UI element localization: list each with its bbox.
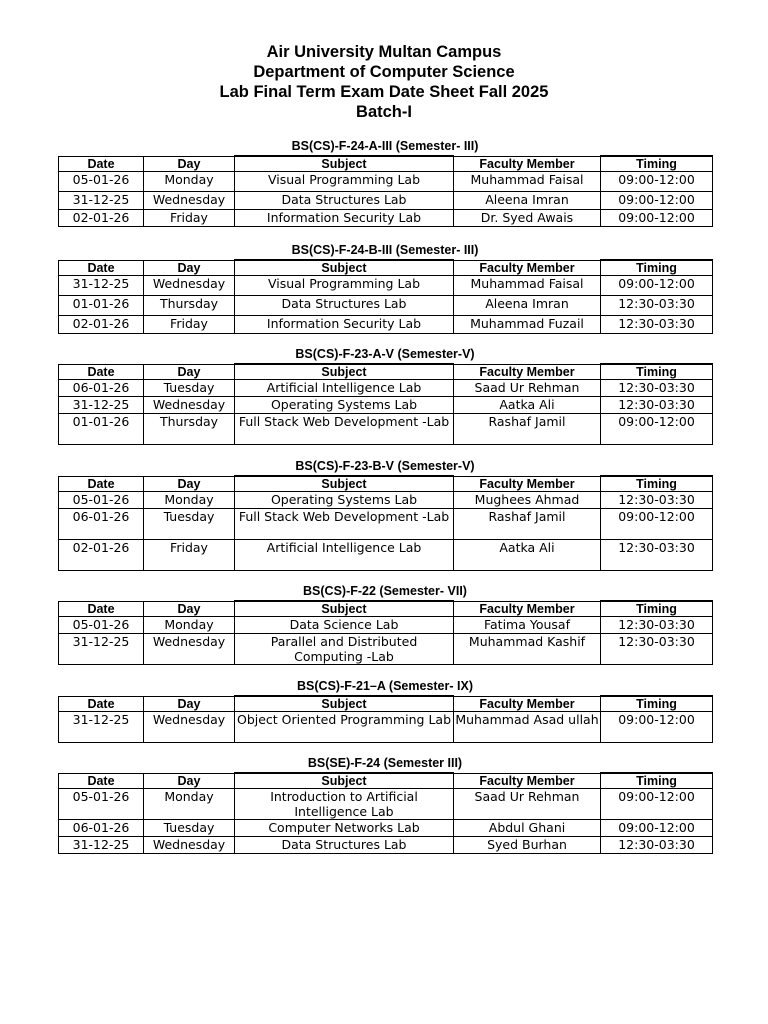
cell-date: 06-01-26 [59,820,144,837]
table-row [59,172,713,192]
cell-subject: Computer Networks Lab [235,820,454,837]
cell-date: 31-12-25 [59,397,144,414]
cell-subject: Data Science Lab [235,617,454,634]
cell-faculty: Muhammad Kashif [454,634,601,665]
section-title: BS(CS)-F-23-A-V (Semester-V) [295,347,475,361]
cell-day: Wednesday [144,634,235,665]
cell-timing: 12:30-03:30 [601,837,713,854]
cell-timing: 09:00-12:00 [601,414,713,445]
cell-day: Tuesday [144,380,235,397]
table-row [59,276,713,296]
cell-date: 05-01-26 [59,617,144,634]
cell-day: Thursday [144,296,235,316]
column-header-subject: Subject [235,364,454,380]
schedule-section [58,756,712,854]
cell-date: 02-01-26 [59,210,144,227]
section-title: BS(CS)-F-24-B-III (Semester- III) [291,243,479,257]
schedule-table [58,695,713,743]
schedule-section [58,243,712,334]
column-header-day: Day [144,156,235,172]
cell-faculty: Dr. Syed Awais [454,210,601,227]
cell-timing: 12:30-03:30 [601,617,713,634]
cell-subject: Information Security Lab [235,316,454,334]
cell-faculty: Aleena Imran [454,192,601,210]
cell-faculty: Muhammad Faisal [454,276,601,296]
batch-label: Batch-I [356,103,412,121]
column-header-day: Day [144,364,235,380]
section-title: BS(CS)-F-23-B-V (Semester-V) [295,459,475,473]
column-header-date: Date [59,156,144,172]
column-header-timing: Timing [601,773,713,789]
column-header-subject: Subject [235,696,454,712]
cell-timing: 09:00-12:00 [601,192,713,210]
cell-date: 31-12-25 [59,276,144,296]
column-header-faculty: Faculty Member [454,364,601,380]
schedule-section [58,584,712,665]
cell-day: Wednesday [144,276,235,296]
table-row [59,380,713,397]
table-row [59,540,713,571]
cell-day: Monday [144,492,235,509]
cell-subject: Introduction to Artificial Intelligence Lab [235,789,454,820]
column-header-day: Day [144,601,235,617]
schedule-table [58,475,713,571]
cell-faculty: Aleena Imran [454,296,601,316]
table-header-row [59,476,713,492]
cell-timing: 12:30-03:30 [601,492,713,509]
cell-faculty: Rashaf Jamil [454,509,601,540]
cell-timing: 12:30-03:30 [601,296,713,316]
schedule-section [58,459,712,571]
section-title: BS(CS)-F-22 (Semester- VII) [303,584,467,598]
table-row [59,634,713,665]
cell-timing: 09:00-12:00 [601,712,713,743]
column-header-faculty: Faculty Member [454,476,601,492]
cell-subject: Visual Programming Lab [235,276,454,296]
section-title: BS(CS)-F-21–A (Semester- IX) [297,679,473,693]
cell-day: Wednesday [144,712,235,743]
table-header-row [59,601,713,617]
cell-subject: Data Structures Lab [235,296,454,316]
cell-subject: Full Stack Web Development -Lab [235,509,454,540]
cell-timing: 09:00-12:00 [601,276,713,296]
document-header [0,42,768,122]
column-header-timing: Timing [601,476,713,492]
table-row [59,414,713,445]
cell-day: Tuesday [144,509,235,540]
table-row [59,210,713,227]
cell-subject: Full Stack Web Development -Lab [235,414,454,445]
column-header-date: Date [59,260,144,276]
table-header-row [59,260,713,276]
table-row [59,509,713,540]
schedule-table [58,363,713,445]
cell-faculty: Muhammad Asad ullah [454,712,601,743]
table-row [59,192,713,210]
cell-day: Friday [144,316,235,334]
cell-day: Monday [144,172,235,192]
cell-subject: Operating Systems Lab [235,492,454,509]
schedule-section [58,347,712,445]
column-header-subject: Subject [235,476,454,492]
cell-day: Wednesday [144,192,235,210]
cell-date: 31-12-25 [59,712,144,743]
table-row [59,397,713,414]
column-header-date: Date [59,364,144,380]
column-header-day: Day [144,260,235,276]
column-header-timing: Timing [601,260,713,276]
table-header-row [59,156,713,172]
cell-faculty: Syed Burhan [454,837,601,854]
cell-date: 05-01-26 [59,172,144,192]
cell-faculty: Mughees Ahmad [454,492,601,509]
cell-day: Friday [144,540,235,571]
column-header-date: Date [59,773,144,789]
column-header-faculty: Faculty Member [454,156,601,172]
cell-date: 31-12-25 [59,192,144,210]
column-header-day: Day [144,773,235,789]
cell-faculty: Saad Ur Rehman [454,789,601,820]
document-title: Lab Final Term Exam Date Sheet Fall 2025 [219,83,549,101]
cell-timing: 12:30-03:30 [601,397,713,414]
column-header-subject: Subject [235,156,454,172]
cell-subject: Object Oriented Programming Lab [235,712,454,743]
column-header-faculty: Faculty Member [454,260,601,276]
cell-date: 05-01-26 [59,789,144,820]
column-header-faculty: Faculty Member [454,773,601,789]
table-header-row [59,364,713,380]
table-row [59,617,713,634]
department-name: Department of Computer Science [253,63,515,81]
cell-day: Tuesday [144,820,235,837]
column-header-timing: Timing [601,364,713,380]
cell-timing: 12:30-03:30 [601,380,713,397]
schedule-section [58,139,712,227]
table-header-row [59,696,713,712]
table-row [59,820,713,837]
university-name: Air University Multan Campus [266,43,502,61]
table-header-row [59,773,713,789]
cell-faculty: Muhammad Faisal [454,172,601,192]
column-header-subject: Subject [235,260,454,276]
column-header-date: Date [59,696,144,712]
cell-day: Monday [144,617,235,634]
cell-subject: Data Structures Lab [235,192,454,210]
cell-faculty: Abdul Ghani [454,820,601,837]
cell-subject: Information Security Lab [235,210,454,227]
column-header-date: Date [59,476,144,492]
cell-day: Wednesday [144,397,235,414]
cell-faculty: Saad Ur Rehman [454,380,601,397]
cell-date: 06-01-26 [59,380,144,397]
section-title: BS(CS)-F-24-A-III (Semester- III) [291,139,479,153]
cell-date: 02-01-26 [59,540,144,571]
table-row [59,789,713,820]
schedule-table [58,155,713,227]
cell-subject: Artificial Intelligence Lab [235,540,454,571]
table-row [59,837,713,854]
cell-timing: 09:00-12:00 [601,509,713,540]
cell-date: 01-01-26 [59,414,144,445]
cell-timing: 12:30-03:30 [601,540,713,571]
column-header-faculty: Faculty Member [454,696,601,712]
cell-date: 01-01-26 [59,296,144,316]
cell-day: Thursday [144,414,235,445]
table-row [59,492,713,509]
table-row [59,296,713,316]
cell-subject: Parallel and Distributed Computing -Lab [235,634,454,665]
cell-subject: Operating Systems Lab [235,397,454,414]
table-row [59,712,713,743]
column-header-timing: Timing [601,601,713,617]
schedule-section [58,679,712,743]
column-header-day: Day [144,476,235,492]
column-header-faculty: Faculty Member [454,601,601,617]
cell-day: Friday [144,210,235,227]
column-header-subject: Subject [235,601,454,617]
cell-timing: 09:00-12:00 [601,820,713,837]
cell-day: Wednesday [144,837,235,854]
cell-timing: 12:30-03:30 [601,316,713,334]
cell-date: 31-12-25 [59,634,144,665]
column-header-day: Day [144,696,235,712]
cell-day: Monday [144,789,235,820]
table-row [59,316,713,334]
cell-subject: Data Structures Lab [235,837,454,854]
cell-date: 06-01-26 [59,509,144,540]
cell-faculty: Muhammad Fuzail [454,316,601,334]
cell-faculty: Aatka Ali [454,540,601,571]
cell-timing: 09:00-12:00 [601,789,713,820]
column-header-timing: Timing [601,156,713,172]
cell-subject: Visual Programming Lab [235,172,454,192]
cell-faculty: Rashaf Jamil [454,414,601,445]
cell-faculty: Aatka Ali [454,397,601,414]
cell-timing: 12:30-03:30 [601,634,713,665]
cell-date: 05-01-26 [59,492,144,509]
schedule-table [58,259,713,334]
cell-subject: Artificial Intelligence Lab [235,380,454,397]
column-header-date: Date [59,601,144,617]
cell-date: 31-12-25 [59,837,144,854]
cell-date: 02-01-26 [59,316,144,334]
cell-faculty: Fatima Yousaf [454,617,601,634]
section-title: BS(SE)-F-24 (Semester III) [307,756,463,770]
cell-timing: 09:00-12:00 [601,172,713,192]
cell-timing: 09:00-12:00 [601,210,713,227]
schedule-table [58,772,713,854]
column-header-subject: Subject [235,773,454,789]
schedule-table [58,600,713,665]
column-header-timing: Timing [601,696,713,712]
